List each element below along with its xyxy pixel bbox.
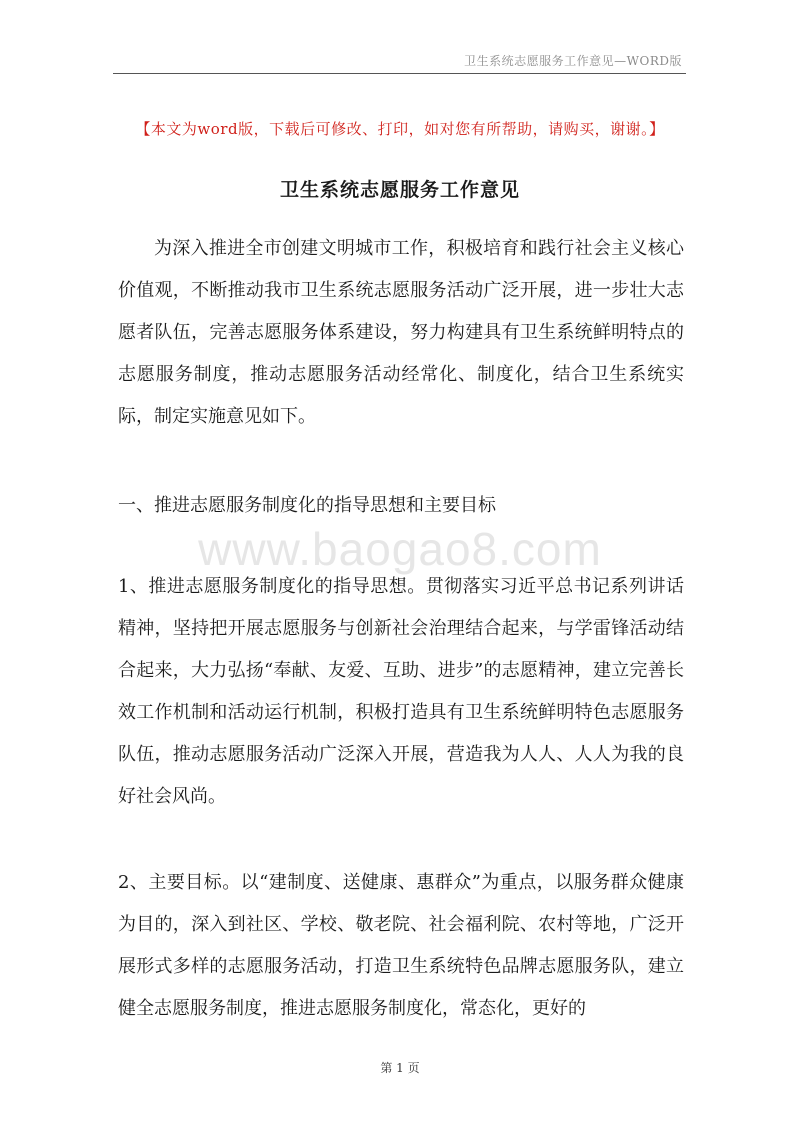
item-2-paragraph: 2、主要目标。以“建制度、送健康、惠群众”为重点，以服务群众健康为目的，深入到社区、学校、敬老院、社会福利院、农村等地，广泛开展形式多样的志愿服务活动，打造卫生系统特色品牌志愿服务队，建立健全志愿服务制度，推进志愿服务制度化，常态化，更好的 (118, 872, 684, 1019)
watermark: www.baogao8.com (198, 523, 602, 575)
section-heading-1: 一、推进志愿服务制度化的指导思想和主要目标 (118, 495, 496, 516)
item-1-paragraph: 1、推进志愿服务制度化的指导思想。贯彻落实习近平总书记系列讲话精神，坚持把开展志愿服务与创新社会治理结合起来，与学雷锋活动结合起来，大力弘扬“奉献、友爱、互助、进步”的志愿精神，建立完善长效工作机制和活动运行机制，积极打造具有卫生系统鲜明特色志愿服务队伍，推动志愿服务活动广泛深入开展，营造我为人人、人人为我的良好社会风尚。 (118, 576, 684, 807)
page-title: 卫生系统志愿服务工作意见 (279, 179, 520, 201)
running-header: 卫生系统志愿服务工作意见—WORD版 (464, 54, 682, 68)
header-rule (113, 73, 686, 74)
page-number: 第 1 页 (380, 1061, 420, 1075)
download-notice: 【本文为word版，下载后可修改、打印，如对您有所帮助，请购买，谢谢。】 (135, 120, 665, 138)
intro-paragraph: 为深入推进全市创建文明城市工作，积极培育和践行社会主义核心价值观，不断推动我市卫生系统志愿服务活动广泛开展，进一步壮大志愿者队伍，完善志愿服务体系建设，努力构建具有卫生系统鲜明特点的志愿服务制度，推动志愿服务活动经常化、制度化，结合卫生系统实际，制定实施意见如下。 (118, 238, 684, 427)
